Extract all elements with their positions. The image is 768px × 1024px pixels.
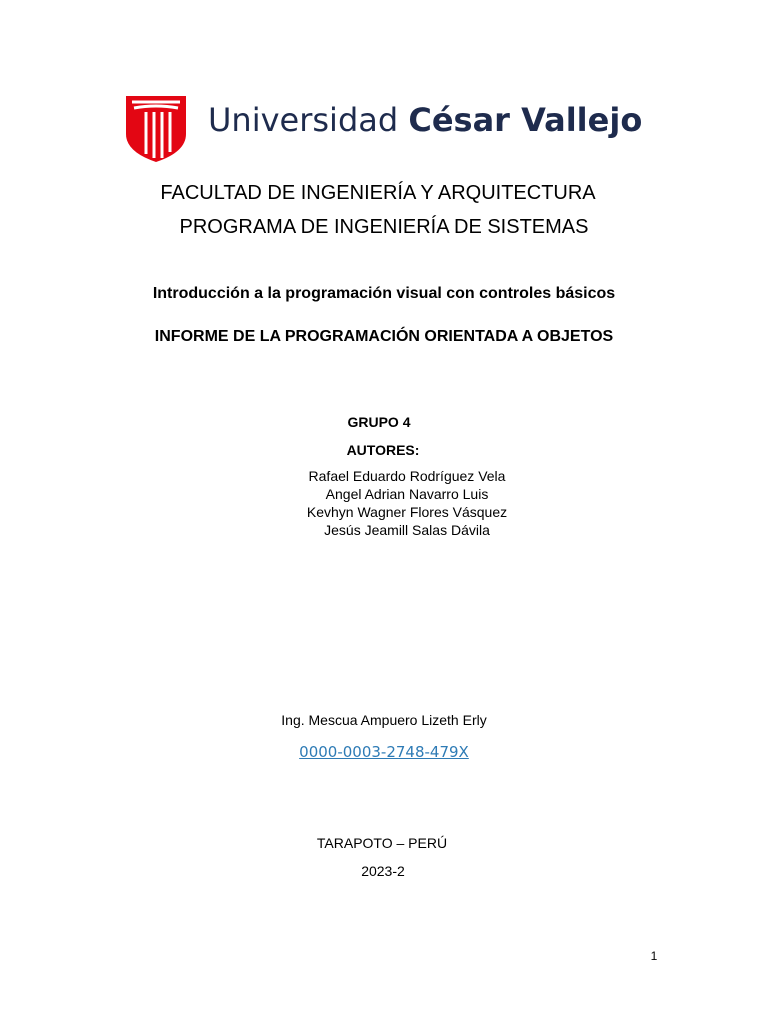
author-name: Angel Adrian Navarro Luis (325, 486, 489, 502)
report-title: INFORME DE LA PROGRAMACIÓN ORIENTADA A OBJETOS (154, 328, 614, 345)
university-logo (124, 94, 654, 166)
page-number: 1 (650, 949, 658, 963)
author-name: Rafael Eduardo Rodríguez Vela (308, 468, 506, 484)
university-name (208, 100, 642, 140)
authors-list (0, 467, 768, 539)
author-name: Kevhyn Wagner Flores Vásquez (306, 504, 508, 520)
advisor-name: Ing. Mescua Ampuero Lizeth Erly (281, 712, 487, 728)
authors-heading: AUTORES: (346, 442, 420, 458)
orcid-line (0, 741, 768, 763)
group-label: GRUPO 4 (347, 414, 411, 430)
orcid-link[interactable]: 0000-0003-2748-479X (299, 743, 469, 761)
university-name-light: Universidad (208, 101, 409, 139)
faculty-title: FACULTAD DE INGENIERÍA Y ARQUITECTURA (160, 182, 596, 204)
university-name-bold: César Vallejo (408, 101, 643, 139)
subject-title: Introducción a la programación visual con controles básicos (152, 285, 616, 302)
city-label: TARAPOTO – PERÚ (316, 835, 448, 851)
year-label: 2023-2 (361, 863, 405, 879)
university-shield-icon (124, 94, 188, 164)
author-name: Jesús Jeamill Salas Dávila (324, 522, 490, 538)
program-title: PROGRAMA DE INGENIERÍA DE SISTEMAS (179, 216, 589, 238)
